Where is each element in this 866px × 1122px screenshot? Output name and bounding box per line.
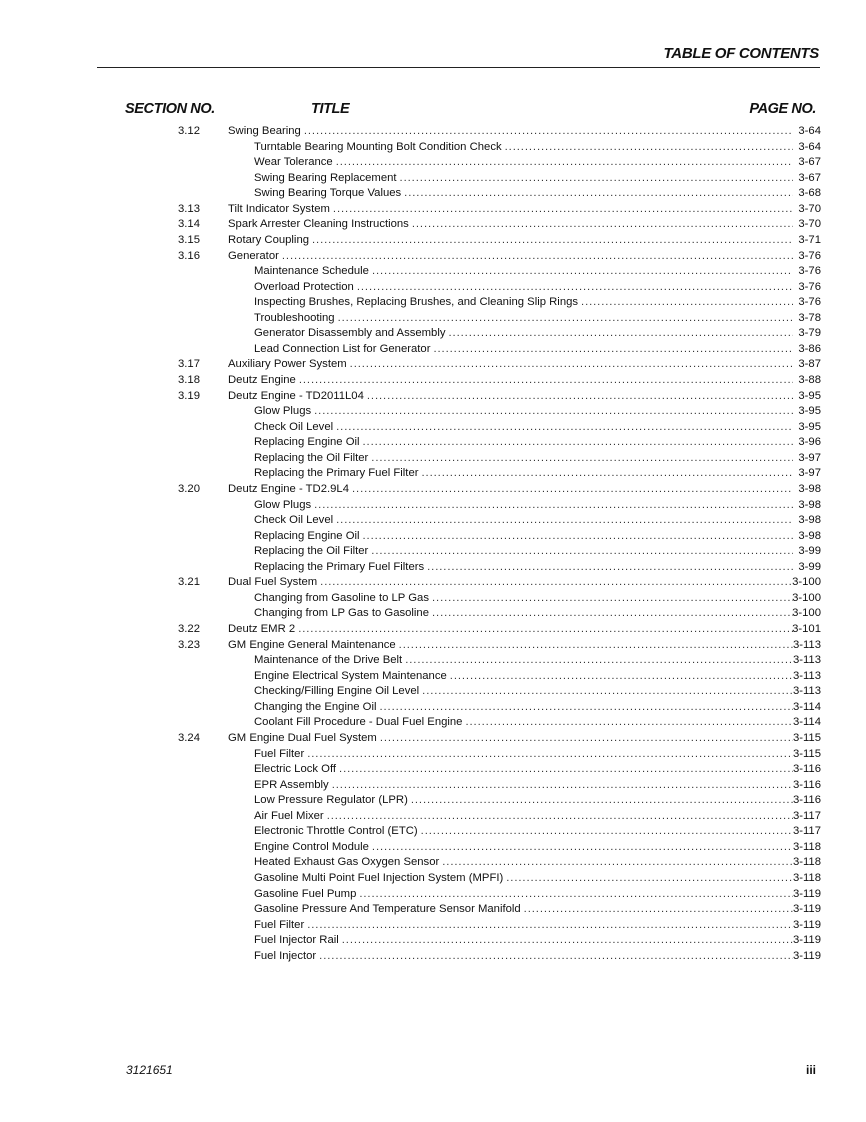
page-number: iii xyxy=(805,1063,816,1077)
toc-page-number: 3-119 xyxy=(792,918,821,931)
toc-title: Lead Connection List for Generator xyxy=(254,342,431,355)
dot-leader xyxy=(449,326,793,342)
toc-page-number: 3-113 xyxy=(792,685,821,698)
toc-title-leader xyxy=(254,933,793,949)
toc-page-number: 3-68 xyxy=(798,187,821,200)
toc-entry[interactable] xyxy=(0,684,866,700)
toc-title-leader xyxy=(254,342,793,358)
toc-entry[interactable] xyxy=(0,264,866,280)
toc-entry[interactable] xyxy=(0,669,866,685)
dot-leader xyxy=(405,653,793,669)
toc-page-number: 3-117 xyxy=(792,825,821,838)
dot-leader xyxy=(314,404,793,420)
toc-title: Generator Disassembly and Assembly xyxy=(254,327,446,340)
toc-title-leader xyxy=(254,669,793,685)
toc-section-number: 3.21 xyxy=(178,576,200,589)
dot-leader xyxy=(352,482,793,498)
toc-title-leader xyxy=(254,529,793,545)
toc-title: Swing Bearing xyxy=(228,125,301,137)
toc-page-number: 3-95 xyxy=(798,405,821,418)
toc-title-leader xyxy=(254,451,793,467)
toc-title: Fuel Filter xyxy=(254,918,305,931)
dot-leader xyxy=(299,373,793,389)
toc-entry[interactable] xyxy=(0,591,866,607)
toc-title: Electronic Throttle Control (ETC) xyxy=(254,825,418,838)
toc-title-leader xyxy=(254,264,793,280)
toc-title: Inspecting Brushes, Replacing Brushes, and Cleaning Slip Rings xyxy=(254,296,579,309)
toc-entry[interactable] xyxy=(0,186,866,202)
toc-title-leader xyxy=(228,731,793,747)
toc-title: Check Oil Level xyxy=(254,514,334,527)
toc-entry[interactable] xyxy=(0,326,866,342)
toc-page-number: 3-100 xyxy=(792,607,821,620)
toc-title: Replacing Engine Oil xyxy=(254,436,360,449)
toc-page-number: 3-101 xyxy=(792,623,821,635)
toc-title-leader xyxy=(254,918,793,934)
toc-title-leader xyxy=(254,311,793,327)
dot-leader xyxy=(380,731,793,747)
toc-section-number: 3.23 xyxy=(178,638,200,651)
toc-section-number: 3.15 xyxy=(178,233,200,246)
toc-entry[interactable] xyxy=(0,420,866,436)
toc-title-leader xyxy=(254,762,793,778)
toc-page-number: 3-79 xyxy=(798,327,821,340)
toc-title-leader xyxy=(254,420,793,436)
page-column-heading: PAGE NO. xyxy=(749,101,816,117)
toc-entry[interactable] xyxy=(0,202,866,218)
toc-title-leader xyxy=(254,140,793,156)
toc-entry[interactable] xyxy=(0,933,866,949)
toc-title-leader xyxy=(254,544,793,560)
toc-page-number: 3-70 xyxy=(798,202,821,215)
toc-title-leader xyxy=(254,793,793,809)
toc-title-leader xyxy=(228,638,793,654)
toc-title-leader xyxy=(254,186,793,202)
dot-leader xyxy=(372,264,793,280)
dot-leader xyxy=(367,389,793,405)
dot-leader xyxy=(506,871,793,887)
dot-leader xyxy=(450,669,793,685)
toc-entry[interactable] xyxy=(0,731,866,747)
toc-entry[interactable] xyxy=(0,902,866,918)
toc-title-leader xyxy=(254,326,793,342)
dot-leader xyxy=(432,606,793,622)
toc-title: Replacing the Primary Fuel Filters xyxy=(254,560,425,573)
dot-leader xyxy=(319,949,793,965)
toc-page-number: 3-118 xyxy=(792,872,821,884)
toc-title-leader xyxy=(228,233,793,249)
toc-title: Swing Bearing Replacement xyxy=(254,171,397,184)
title-column-heading: TITLE xyxy=(311,101,350,117)
toc-entry[interactable] xyxy=(0,762,866,778)
toc-page-number: 3-76 xyxy=(798,280,821,293)
toc-entry[interactable] xyxy=(0,747,866,763)
dot-leader xyxy=(581,295,793,311)
toc-title: Fuel Injector xyxy=(254,949,317,962)
toc-entry[interactable] xyxy=(0,622,866,638)
dot-leader xyxy=(379,700,793,716)
toc-list xyxy=(0,124,866,964)
dot-leader xyxy=(357,280,793,296)
dot-leader xyxy=(350,357,793,373)
dot-leader xyxy=(336,513,793,529)
toc-title: Glow Plugs xyxy=(254,498,312,511)
toc-page-number: 3-67 xyxy=(798,171,821,184)
toc-title-leader xyxy=(254,824,793,840)
dot-leader xyxy=(404,186,793,202)
toc-page-number: 3-64 xyxy=(798,140,821,153)
dot-leader xyxy=(314,498,793,514)
toc-title: Gasoline Multi Point Fuel Injection System (MPFI) xyxy=(254,872,504,884)
toc-entry[interactable] xyxy=(0,233,866,249)
toc-entry[interactable] xyxy=(0,482,866,498)
section-column-heading: SECTION NO. xyxy=(125,101,215,117)
toc-title-leader xyxy=(254,155,793,171)
toc-title-leader xyxy=(254,280,793,296)
toc-title-leader xyxy=(228,575,793,591)
dot-leader xyxy=(432,591,793,607)
toc-title: Deutz Engine - TD2.9L4 xyxy=(228,482,349,495)
toc-title: Engine Electrical System Maintenance xyxy=(254,669,447,682)
dot-leader xyxy=(338,311,793,327)
toc-page-number: 3-119 xyxy=(792,903,821,916)
toc-page-number: 3-113 xyxy=(792,669,821,682)
toc-section-number: 3.12 xyxy=(178,125,200,137)
dot-leader xyxy=(371,451,793,467)
dot-leader xyxy=(363,435,793,451)
dot-leader xyxy=(433,342,793,358)
toc-entry[interactable] xyxy=(0,124,866,140)
toc-title-leader xyxy=(254,435,793,451)
toc-page-number: 3-98 xyxy=(798,514,821,527)
dot-leader xyxy=(333,202,793,218)
toc-section-number: 3.18 xyxy=(178,374,200,386)
dot-leader xyxy=(307,747,793,763)
toc-page-number: 3-116 xyxy=(792,778,821,791)
toc-entry[interactable] xyxy=(0,155,866,171)
toc-page-number: 3-88 xyxy=(798,374,821,386)
toc-entry[interactable] xyxy=(0,544,866,560)
toc-entry[interactable] xyxy=(0,357,866,373)
toc-title-leader xyxy=(228,217,793,233)
toc-title: Air Fuel Mixer xyxy=(254,809,324,822)
dot-leader xyxy=(336,155,793,171)
toc-title-leader xyxy=(228,249,793,265)
toc-title: Dual Fuel System xyxy=(228,576,318,589)
toc-title-leader xyxy=(254,295,793,311)
toc-title-leader xyxy=(254,498,793,514)
dot-leader xyxy=(332,778,793,794)
toc-page-number: 3-115 xyxy=(792,731,821,744)
toc-page-number: 3-116 xyxy=(792,794,821,807)
toc-title-leader xyxy=(254,902,793,918)
toc-title-leader xyxy=(254,715,793,731)
dot-leader xyxy=(400,171,793,187)
dot-leader xyxy=(399,638,793,654)
dot-leader xyxy=(427,560,793,576)
toc-title: Replacing Engine Oil xyxy=(254,529,360,542)
dot-leader xyxy=(465,715,793,731)
page-header-title: TABLE OF CONTENTS xyxy=(663,45,819,62)
toc-title: Wear Tolerance xyxy=(254,156,333,169)
toc-title-leader xyxy=(228,373,793,389)
toc-entry[interactable] xyxy=(0,373,866,389)
toc-title-leader xyxy=(254,653,793,669)
toc-entry[interactable] xyxy=(0,451,866,467)
toc-title: Heated Exhaust Gas Oxygen Sensor xyxy=(254,856,440,869)
toc-title: Fuel Filter xyxy=(254,747,305,760)
toc-title-leader xyxy=(254,466,793,482)
toc-page-number: 3-97 xyxy=(798,451,821,464)
toc-entry[interactable] xyxy=(0,466,866,482)
toc-page-number: 3-64 xyxy=(798,125,821,137)
toc-entry[interactable] xyxy=(0,809,866,825)
toc-title: Auxiliary Power System xyxy=(228,358,347,371)
toc-page-number: 3-115 xyxy=(792,747,821,760)
toc-entry[interactable] xyxy=(0,171,866,187)
header-divider xyxy=(97,67,820,68)
toc-entry[interactable] xyxy=(0,389,866,405)
dot-leader xyxy=(307,918,793,934)
toc-page-number: 3-76 xyxy=(798,249,821,262)
toc-entry[interactable] xyxy=(0,217,866,233)
dot-leader xyxy=(312,233,793,249)
toc-title-leader xyxy=(228,389,793,405)
dot-leader xyxy=(359,887,793,903)
toc-page-number: 3-87 xyxy=(798,358,821,371)
toc-title: Rotary Coupling xyxy=(228,233,310,246)
toc-title: Overload Protection xyxy=(254,280,354,293)
toc-page-number: 3-119 xyxy=(792,934,821,947)
toc-title-leader xyxy=(254,855,793,871)
dot-leader xyxy=(524,902,793,918)
toc-section-number: 3.22 xyxy=(178,623,200,635)
toc-entry[interactable] xyxy=(0,871,866,887)
toc-page-number: 3-113 xyxy=(792,638,821,651)
toc-entry[interactable] xyxy=(0,280,866,296)
toc-entry[interactable] xyxy=(0,638,866,654)
toc-title: Maintenance of the Drive Belt xyxy=(254,654,403,667)
toc-entry[interactable] xyxy=(0,342,866,358)
toc-entry[interactable] xyxy=(0,778,866,794)
document-number: 3121651 xyxy=(126,1063,173,1077)
toc-entry[interactable] xyxy=(0,311,866,327)
toc-page-number: 3-98 xyxy=(798,482,821,495)
toc-title: Deutz Engine - TD2011L04 xyxy=(228,389,364,402)
toc-title: Generator xyxy=(228,249,279,262)
toc-page-number: 3-99 xyxy=(798,560,821,573)
toc-section-number: 3.16 xyxy=(178,249,200,262)
toc-title: Coolant Fill Procedure - Dual Fuel Engine xyxy=(254,716,463,729)
toc-title-leader xyxy=(254,700,793,716)
toc-page-number: 3-99 xyxy=(798,545,821,558)
toc-entry[interactable] xyxy=(0,295,866,311)
dot-leader xyxy=(282,249,793,265)
toc-page-number: 3-118 xyxy=(792,856,821,869)
toc-entry[interactable] xyxy=(0,653,866,669)
toc-page-number: 3-100 xyxy=(792,591,821,604)
toc-title: Electric Lock Off xyxy=(254,763,337,776)
toc-entry[interactable] xyxy=(0,560,866,576)
toc-entry[interactable] xyxy=(0,887,866,903)
toc-title: Gasoline Fuel Pump xyxy=(254,887,357,900)
toc-page-number: 3-116 xyxy=(792,763,821,776)
toc-section-number: 3.20 xyxy=(178,482,200,495)
dot-leader xyxy=(298,622,793,638)
toc-entry[interactable] xyxy=(0,404,866,420)
toc-title: Fuel Injector Rail xyxy=(254,934,339,947)
toc-title-leader xyxy=(254,949,793,965)
dot-leader xyxy=(339,762,793,778)
toc-title: Engine Control Module xyxy=(254,840,369,853)
toc-page-number: 3-67 xyxy=(798,156,821,169)
toc-title: Tilt Indicator System xyxy=(228,202,330,215)
toc-page-number: 3-113 xyxy=(792,654,821,667)
toc-title-leader xyxy=(254,887,793,903)
toc-page-number: 3-97 xyxy=(798,467,821,480)
toc-page-number: 3-70 xyxy=(798,218,821,231)
toc-title-leader xyxy=(254,747,793,763)
toc-entry[interactable] xyxy=(0,140,866,156)
toc-section-number: 3.13 xyxy=(178,202,200,215)
toc-title: Glow Plugs xyxy=(254,405,312,418)
toc-title: Replacing the Primary Fuel Filter xyxy=(254,467,419,480)
toc-entry[interactable] xyxy=(0,793,866,809)
toc-entry[interactable] xyxy=(0,529,866,545)
toc-title-leader xyxy=(254,404,793,420)
toc-title: GM Engine General Maintenance xyxy=(228,638,396,651)
dot-leader xyxy=(371,544,793,560)
toc-title: Replacing the Oil Filter xyxy=(254,545,369,558)
toc-entry[interactable] xyxy=(0,435,866,451)
toc-section-number: 3.17 xyxy=(178,358,200,371)
toc-entry[interactable] xyxy=(0,949,866,965)
dot-leader xyxy=(411,793,793,809)
toc-title: Changing from Gasoline to LP Gas xyxy=(254,591,429,604)
toc-title-leader xyxy=(228,124,793,140)
toc-page-number: 3-98 xyxy=(798,498,821,511)
toc-page-number: 3-86 xyxy=(798,342,821,355)
toc-title-leader xyxy=(254,513,793,529)
toc-page-number: 3-100 xyxy=(792,576,821,589)
toc-title: Check Oil Level xyxy=(254,420,334,433)
toc-title: EPR Assembly xyxy=(254,778,329,791)
dot-leader xyxy=(412,217,793,233)
toc-page-number: 3-96 xyxy=(798,436,821,449)
dot-leader xyxy=(422,684,793,700)
toc-page-number: 3-78 xyxy=(798,311,821,324)
toc-title: Troubleshooting xyxy=(254,311,335,324)
dot-leader xyxy=(320,575,793,591)
toc-page-number: 3-119 xyxy=(792,887,821,900)
toc-title-leader xyxy=(254,560,793,576)
toc-entry[interactable] xyxy=(0,249,866,265)
dot-leader xyxy=(442,855,793,871)
dot-leader xyxy=(336,420,793,436)
toc-entry[interactable] xyxy=(0,918,866,934)
toc-title-leader xyxy=(228,482,793,498)
dot-leader xyxy=(505,140,793,156)
toc-title: GM Engine Dual Fuel System xyxy=(228,731,377,744)
toc-page-number: 3-71 xyxy=(798,233,821,246)
toc-title-leader xyxy=(228,202,793,218)
toc-title: Low Pressure Regulator (LPR) xyxy=(254,794,408,807)
toc-title-leader xyxy=(254,606,793,622)
dot-leader xyxy=(342,933,793,949)
toc-title: Changing the Engine Oil xyxy=(254,700,377,713)
toc-title-leader xyxy=(254,684,793,700)
toc-title: Spark Arrester Cleaning Instructions xyxy=(228,218,409,231)
toc-section-number: 3.24 xyxy=(178,731,200,744)
toc-title-leader xyxy=(228,357,793,373)
toc-entry[interactable] xyxy=(0,498,866,514)
toc-title: Gasoline Pressure And Temperature Sensor Manifold xyxy=(254,903,521,916)
toc-entry[interactable] xyxy=(0,513,866,529)
toc-title-leader xyxy=(254,871,793,887)
toc-page-number: 3-118 xyxy=(792,840,821,853)
toc-title-leader xyxy=(254,809,793,825)
toc-page-number: 3-98 xyxy=(798,529,821,542)
dot-leader xyxy=(363,529,793,545)
toc-page-number: 3-117 xyxy=(792,809,821,822)
toc-title: Deutz EMR 2 xyxy=(228,623,296,635)
toc-page-number: 3-95 xyxy=(798,389,821,402)
toc-title: Maintenance Schedule xyxy=(254,265,369,278)
toc-entry[interactable] xyxy=(0,700,866,716)
dot-leader xyxy=(327,809,793,825)
toc-page-number: 3-114 xyxy=(792,700,821,713)
toc-section-number: 3.14 xyxy=(178,218,200,231)
toc-page-number: 3-95 xyxy=(798,420,821,433)
dot-leader xyxy=(422,466,794,482)
toc-title: Turntable Bearing Mounting Bolt Condition Check xyxy=(254,140,502,153)
toc-entry[interactable] xyxy=(0,575,866,591)
toc-entry[interactable] xyxy=(0,824,866,840)
toc-page-number: 3-119 xyxy=(792,949,821,962)
toc-page-number: 3-76 xyxy=(798,265,821,278)
toc-title: Checking/Filling Engine Oil Level xyxy=(254,685,420,698)
dot-leader xyxy=(421,824,793,840)
toc-page-number: 3-114 xyxy=(792,716,821,729)
toc-entry[interactable] xyxy=(0,715,866,731)
toc-section-number: 3.19 xyxy=(178,389,200,402)
toc-title: Replacing the Oil Filter xyxy=(254,451,369,464)
toc-page-number: 3-76 xyxy=(798,296,821,309)
dot-leader xyxy=(372,840,793,856)
toc-entry[interactable] xyxy=(0,840,866,856)
toc-entry[interactable] xyxy=(0,855,866,871)
toc-title: Changing from LP Gas to Gasoline xyxy=(254,607,429,620)
dot-leader xyxy=(304,124,793,140)
toc-title: Deutz Engine xyxy=(228,374,296,386)
toc-title: Swing Bearing Torque Values xyxy=(254,187,402,200)
toc-title-leader xyxy=(228,622,793,638)
toc-title-leader xyxy=(254,840,793,856)
toc-title-leader xyxy=(254,591,793,607)
toc-title-leader xyxy=(254,778,793,794)
toc-entry[interactable] xyxy=(0,606,866,622)
toc-title-leader xyxy=(254,171,793,187)
